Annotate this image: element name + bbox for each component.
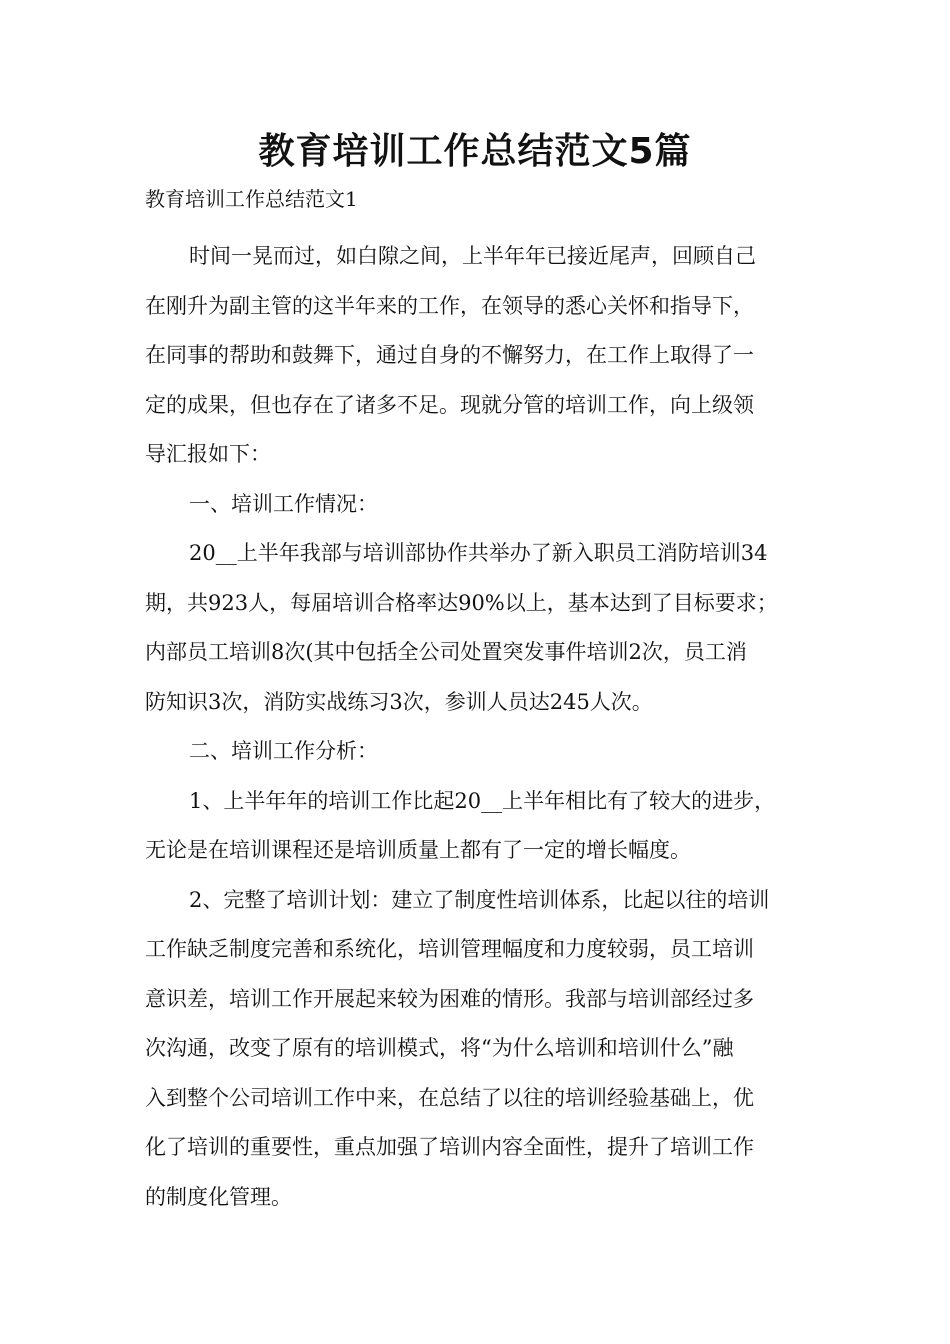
paragraph-line: 导汇报如下： xyxy=(145,442,271,466)
paragraph-analysis-item-2 xyxy=(145,876,815,1223)
paragraph-line: 20__上半年我部与培训部协作共举办了新入职员工消防培训34 xyxy=(189,541,768,565)
section-heading-training-status xyxy=(145,480,815,530)
paragraph-line: 2、完整了培训计划：建立了制度性培训体系，比起以往的培训 xyxy=(189,887,770,912)
paragraph-line: 次沟通，改变了原有的培训模式，将“为什么培训和培训什么”融 xyxy=(145,1036,734,1060)
paragraph-training-status xyxy=(145,529,815,727)
section-heading: 一、培训工作情况： xyxy=(189,491,378,516)
paragraph-line: 1、上半年年的培训工作比起20__上半年相比有了较大的进步， xyxy=(189,788,776,813)
section-heading: 二、培训工作分析： xyxy=(189,739,378,763)
paragraph-line: 内部员工培训8次(其中包括全公司处置突发事件培训2次，员工消 xyxy=(145,640,747,664)
paragraph-line: 意识差，培训工作开展起来较为困难的情形。我部与培训部经过多 xyxy=(145,986,754,1011)
paragraph-line: 期，共923人，每届培训合格率达90%以上，基本达到了目标要求； xyxy=(145,590,778,615)
paragraph-intro xyxy=(145,232,815,480)
paragraph-line: 化了培训的重要性，重点加强了培训内容全面性，提升了培训工作 xyxy=(145,1135,754,1159)
paragraph-line: 入到整个公司培训工作中来，在总结了以往的培训经验基础上，优 xyxy=(145,1085,754,1110)
paragraph-line: 防知识3次，消防实战练习3次，参训人员达245人次。 xyxy=(145,689,653,714)
paragraph-line: 时间一晃而过，如白隙之间，上半年年已接近尾声，回顾自己 xyxy=(189,244,756,268)
document-title: 教育培训工作总结范文5篇 xyxy=(258,131,692,172)
paragraph-line: 在刚升为副主管的这半年来的工作，在领导的悉心关怀和指导下， xyxy=(145,293,754,318)
paragraph-line: 无论是在培训课程还是培训质量上都有了一定的增长幅度。 xyxy=(145,838,691,862)
paragraph-analysis-item-1 xyxy=(145,777,815,876)
paragraph-line: 的制度化管理。 xyxy=(145,1184,292,1209)
document-subtitle: 教育培训工作总结范文1 xyxy=(145,187,358,211)
paragraph-line: 在同事的帮助和鼓舞下，通过自身的不懈努力，在工作上取得了一 xyxy=(145,343,754,367)
section-heading-training-analysis xyxy=(145,727,815,777)
paragraph-line: 工作缺乏制度完善和系统化，培训管理幅度和力度较弱，员工培训 xyxy=(145,937,754,961)
paragraph-line: 定的成果，但也存在了诸多不足。现就分管的培训工作，向上级领 xyxy=(145,392,754,417)
document-body xyxy=(145,232,815,1222)
